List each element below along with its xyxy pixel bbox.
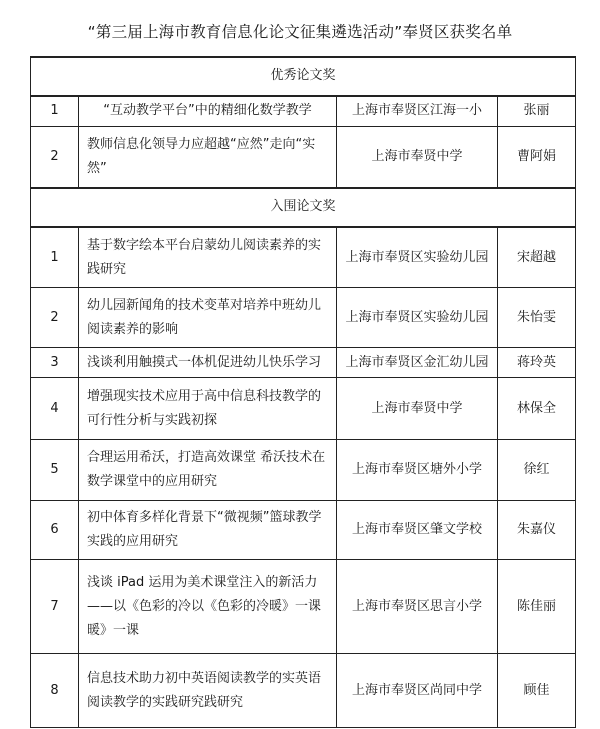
document-title: “第三届上海市教育信息化论文征集遴选活动”奉贤区获奖名单 <box>87 23 513 41</box>
row-number: 7 <box>31 560 79 654</box>
paper-title: 信息技术助力初中英语阅读教学的实英语阅读教学的实践研究践研究 <box>79 654 337 728</box>
paper-title: 教师信息化领导力应超越“应然”走向“实然” <box>79 126 337 187</box>
author-name: 林保全 <box>498 378 576 439</box>
table-row <box>31 560 576 654</box>
paper-title: 基于数字绘本平台启蒙幼儿阅读素养的实践研究 <box>79 227 337 288</box>
paper-title: 合理运用希沃，打造高效课堂 希沃技术在数学课堂中的应用研究 <box>79 439 337 500</box>
author-name: 顾佳 <box>498 654 576 728</box>
row-number: 5 <box>31 439 79 500</box>
paper-title: 幼儿园新闻角的技术变革对培养中班幼儿阅读素养的影响 <box>79 288 337 347</box>
row-number: 2 <box>31 288 79 347</box>
author-name: 曹阿娟 <box>498 126 576 187</box>
row-number: 1 <box>31 96 79 127</box>
table-row <box>31 288 576 347</box>
row-number: 1 <box>31 227 79 288</box>
author-name: 张丽 <box>498 96 576 127</box>
author-name: 徐红 <box>498 439 576 500</box>
paper-title: 初中体育多样化背景下“微视频”篮球教学实践的应用研究 <box>79 501 337 560</box>
school-name: 上海市奉贤区江海一小 <box>337 96 498 127</box>
author-name: 朱怡雯 <box>498 288 576 347</box>
row-number: 2 <box>31 126 79 187</box>
school-name: 上海市奉贤中学 <box>337 126 498 187</box>
row-number: 3 <box>31 347 79 378</box>
author-name: 朱嘉仪 <box>498 501 576 560</box>
author-name: 陈佳丽 <box>498 560 576 654</box>
award-table <box>30 56 576 728</box>
author-name: 蒋玲英 <box>498 347 576 378</box>
paper-title: “互动教学平台”中的精细化数学教学 <box>79 96 337 127</box>
table-row <box>31 501 576 560</box>
school-name: 上海市奉贤区实验幼儿园 <box>337 227 498 288</box>
school-name: 上海市奉贤区塘外小学 <box>337 439 498 500</box>
section-title: 优秀论文奖 <box>31 57 576 96</box>
section-title: 入围论文奖 <box>31 188 576 227</box>
school-name: 上海市奉贤区尚同中学 <box>337 654 498 728</box>
table-row <box>31 96 576 127</box>
paper-title: 浅谈利用触摸式一体机促进幼儿快乐学习 <box>79 347 337 378</box>
table-row <box>31 227 576 288</box>
section-header-excellent <box>31 57 576 96</box>
school-name: 上海市奉贤区肇文学校 <box>337 501 498 560</box>
school-name: 上海市奉贤区实验幼儿园 <box>337 288 498 347</box>
section-header-finalist <box>31 188 576 227</box>
paper-title: 浅谈 iPad 运用为美术课堂注入的新活力——以《色彩的冷以《色彩的冷暖》一课暖》一课 <box>79 560 337 654</box>
table-row <box>31 126 576 187</box>
paper-title: 增强现实技术应用于高中信息科技教学的可行性分析与实践初探 <box>79 378 337 439</box>
table-row <box>31 378 576 439</box>
row-number: 8 <box>31 654 79 728</box>
table-row <box>31 439 576 500</box>
row-number: 4 <box>31 378 79 439</box>
table-row <box>31 347 576 378</box>
row-number: 6 <box>31 501 79 560</box>
author-name: 宋超越 <box>498 227 576 288</box>
school-name: 上海市奉贤区思言小学 <box>337 560 498 654</box>
school-name: 上海市奉贤中学 <box>337 378 498 439</box>
table-row <box>31 654 576 728</box>
school-name: 上海市奉贤区金汇幼儿园 <box>337 347 498 378</box>
